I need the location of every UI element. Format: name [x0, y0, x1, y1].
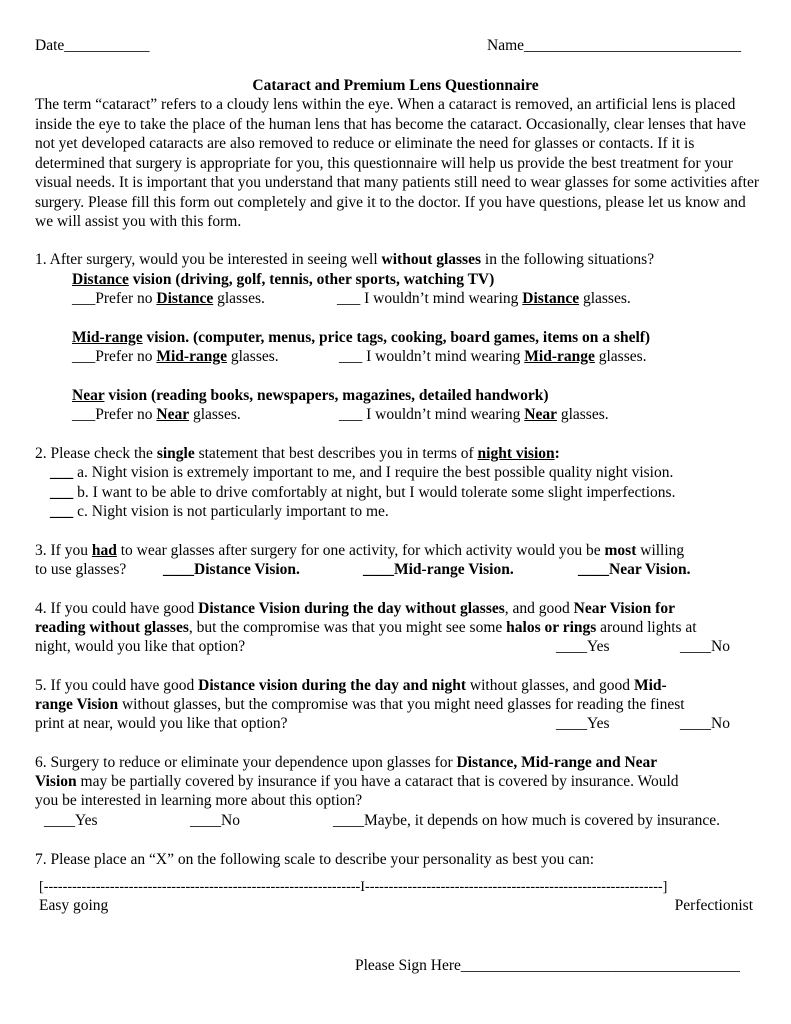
- q1-suffix: in the following situations?: [481, 251, 655, 268]
- q3-text: 3. If you: [35, 542, 92, 559]
- checkbox-blank[interactable]: ___: [337, 290, 361, 307]
- name-blank[interactable]: ____________________________: [524, 37, 742, 54]
- checkbox-blank[interactable]: ____: [556, 638, 587, 655]
- option-text: glasses.: [556, 406, 609, 423]
- q3-option-near[interactable]: [578, 560, 691, 580]
- q6-maybe-option[interactable]: [333, 811, 720, 831]
- q4-text: , and good: [504, 600, 574, 617]
- q6-bold: Vision: [35, 773, 77, 790]
- name-field[interactable]: [487, 36, 741, 56]
- q6-line-3: you be interested in learning more about this option?: [35, 792, 363, 809]
- q1-midrange-option-2[interactable]: [339, 347, 647, 367]
- option-text: glasses.: [213, 290, 265, 307]
- q1-midrange-heading-rest: . (computer, menus, price tags, cooking, board games, items on a shelf): [185, 329, 651, 346]
- q1-midrange-heading-mid: vision: [142, 329, 186, 346]
- option-key: Distance: [522, 290, 580, 307]
- option-text: glasses.: [189, 406, 241, 423]
- date-field[interactable]: [35, 36, 150, 56]
- option-text: glasses.: [579, 290, 631, 307]
- option-text: glasses.: [594, 348, 647, 365]
- scale-left-label: Easy going: [39, 897, 109, 914]
- q5-no-option[interactable]: [680, 714, 730, 734]
- option-key: Distance: [156, 290, 214, 307]
- signature-blank[interactable]: ____________________________________: [460, 957, 740, 974]
- q1-distance-option-2[interactable]: [337, 289, 631, 309]
- q2-mid: statement that best describes you in terms of: [194, 445, 478, 462]
- option-text: No: [221, 812, 240, 829]
- checkbox-blank[interactable]: ____: [163, 561, 194, 578]
- q4-bold: reading without glasses: [35, 619, 189, 636]
- option-text: Yes: [75, 812, 98, 829]
- q3-had: had: [91, 542, 117, 559]
- option-text: b. I want to be able to drive comfortably at night, but I would tolerate some slight imperfections.: [73, 484, 676, 501]
- checkbox-blank[interactable]: ___: [50, 464, 74, 481]
- checkbox-blank[interactable]: ___: [72, 348, 96, 365]
- q2-prefix: 2. Please check the: [35, 445, 157, 462]
- q5-bold: Distance vision during the day and night: [198, 677, 467, 694]
- q5-line-3: print at near, would you like that option?: [35, 715, 288, 732]
- q6-bold: Distance, Mid-range and Near: [456, 754, 658, 771]
- signature-label: Please Sign Here: [355, 957, 461, 974]
- q5-text: without glasses, but the compromise was that you might need glasses for reading the finest: [118, 696, 685, 713]
- q1-midrange-heading-key: Mid-range: [72, 329, 143, 346]
- q6-line-1: [35, 753, 657, 773]
- q4-text: , but the compromise was that you might see some: [188, 619, 507, 636]
- q4-text: 4. If you could have good: [35, 600, 199, 617]
- checkbox-blank[interactable]: ___: [339, 406, 363, 423]
- page-title: Cataract and Premium Lens Questionnaire: [252, 77, 539, 94]
- option-text: Distance Vision.: [194, 561, 300, 578]
- intro-paragraph: The term “cataract” refers to a cloudy lens within the eye. When a cataract is removed, an artificial lens is placed inside the eye to take the place of the human lens that has become the cataract. Occasionally, clear lenses that have not yet developed cataracts are also removed to reduce or eliminate the need for glasses or contacts. If it is determined that surgery is appropriate for you, this questionnaire will help us provide the best treatment for your visual needs. It is important that you understand that many patients still need to wear glasses for some activities after surgery. Please fill this form out completely and give it to the doctor. If you have questions, please let us know and we will assist you with this form.: [35, 96, 760, 230]
- q1-near-option-2[interactable]: [339, 405, 609, 425]
- option-text: No: [711, 715, 730, 732]
- q1-distance-heading-rest: vision (driving, golf, tennis, other sports, watching TV): [128, 271, 495, 288]
- option-text: Yes: [587, 638, 610, 655]
- q4-yes-option[interactable]: [556, 637, 610, 657]
- checkbox-blank[interactable]: ____: [556, 715, 587, 732]
- date-label: Date: [35, 37, 65, 54]
- checkbox-blank[interactable]: ____: [333, 812, 364, 829]
- option-key: Mid-range: [524, 348, 595, 365]
- q4-line-2: [35, 618, 697, 638]
- option-text: I wouldn’t mind wearing: [362, 348, 525, 365]
- option-text: Near Vision.: [609, 561, 691, 578]
- date-blank[interactable]: ___________: [64, 37, 150, 54]
- q4-line-1: [35, 599, 675, 619]
- q3-option-distance[interactable]: [163, 560, 300, 580]
- checkbox-blank[interactable]: ___: [72, 406, 96, 423]
- q7-text: 7. Please place an “X” on the following scale to describe your personality as best you can:: [35, 851, 595, 868]
- q6-text: may be partially covered by insurance if you have a cataract that is covered by insurance. Would: [76, 773, 679, 790]
- q3-text: to wear glasses after surgery for one activity, for which activity would you be: [116, 542, 605, 559]
- q5-yes-option[interactable]: [556, 714, 610, 734]
- q5-line-1: [35, 676, 667, 696]
- q1-midrange-heading: [72, 328, 650, 348]
- option-key: Near: [524, 406, 557, 423]
- q2-bold-single: single: [156, 445, 195, 462]
- q1-midrange-option-1[interactable]: [72, 347, 279, 367]
- q3-text: willing: [636, 542, 685, 559]
- option-text: Yes: [587, 715, 610, 732]
- option-text: Prefer no: [95, 406, 157, 423]
- q3-line-2: to use glasses?: [35, 561, 127, 578]
- q5-text: without glasses, and good: [466, 677, 634, 694]
- q6-text: 6. Surgery to reduce or eliminate your dependence upon glasses for: [35, 754, 457, 771]
- q2-bold-night-vision: night vision: [477, 445, 555, 462]
- q5-line-2: [35, 695, 685, 715]
- option-key: Mid-range: [156, 348, 227, 365]
- checkbox-blank[interactable]: ____: [363, 561, 394, 578]
- checkbox-blank[interactable]: ___: [50, 503, 74, 520]
- option-text: a. Night vision is extremely important to me, and I require the best possible quality night vision.: [73, 464, 674, 481]
- option-text: I wouldn’t mind wearing: [362, 406, 525, 423]
- scale-right-label: Perfectionist: [674, 897, 753, 914]
- q1-prefix: 1. After surgery, would you be interested in seeing well: [35, 251, 382, 268]
- q5-bold: Mid-: [633, 677, 667, 694]
- q1-near-heading-key: Near: [72, 387, 105, 404]
- q5-text: 5. If you could have good: [35, 677, 199, 694]
- option-text: Prefer no: [95, 348, 157, 365]
- q2-colon: :: [554, 445, 560, 462]
- q6-line-2: [35, 772, 679, 792]
- option-text: Prefer no: [95, 290, 157, 307]
- q1-distance-heading-key: Distance: [72, 271, 129, 288]
- checkbox-blank[interactable]: ___: [339, 348, 363, 365]
- q4-bold: Distance Vision during the day without glasses: [198, 600, 505, 617]
- q3-option-midrange[interactable]: [363, 560, 514, 580]
- name-label: Name: [487, 37, 525, 54]
- personality-scale[interactable]: [39, 877, 755, 898]
- option-text: I wouldn’t mind wearing: [360, 290, 523, 307]
- q3-line-1: [35, 541, 684, 561]
- checkbox-blank[interactable]: ___: [50, 484, 74, 501]
- q1-distance-option-1[interactable]: [72, 289, 265, 309]
- checkbox-blank[interactable]: ____: [680, 715, 711, 732]
- q6-no-option[interactable]: [190, 811, 240, 831]
- q4-text: around lights at: [596, 619, 697, 636]
- q4-bold: Near Vision for: [573, 600, 675, 617]
- signature-field[interactable]: [355, 956, 740, 976]
- checkbox-blank[interactable]: ____: [44, 812, 75, 829]
- q4-no-option[interactable]: [680, 637, 730, 657]
- checkbox-blank[interactable]: ____: [680, 638, 711, 655]
- option-key: Near: [156, 406, 190, 423]
- q2-option-b[interactable]: [50, 483, 675, 503]
- q2-option-a[interactable]: [50, 463, 673, 483]
- q1-near-option-1[interactable]: [72, 405, 241, 425]
- q6-yes-option[interactable]: [44, 811, 98, 831]
- q1-text: [35, 250, 654, 270]
- q1-near-heading-rest: vision (reading books, newspapers, magazines, detailed handwork): [104, 387, 549, 404]
- q4-line-3: night, would you like that option?: [35, 638, 246, 655]
- q2-option-c[interactable]: [50, 502, 389, 522]
- q3-most: most: [604, 542, 637, 559]
- q1-distance-heading: [72, 270, 494, 290]
- scale-line[interactable]: [-------------------------------------------------------------------I---------------------------------------------------------------]: [39, 879, 668, 895]
- q1-near-heading: [72, 386, 549, 406]
- option-text: c. Night vision is not particularly important to me.: [73, 503, 389, 520]
- q4-bold: halos or rings: [506, 619, 597, 636]
- option-text: Maybe, it depends on how much is covered by insurance.: [364, 812, 720, 829]
- option-text: Mid-range Vision.: [394, 561, 514, 578]
- option-text: No: [711, 638, 730, 655]
- q5-bold: range Vision: [35, 696, 119, 713]
- checkbox-blank[interactable]: ___: [72, 290, 96, 307]
- q1-bold: without glasses: [381, 251, 482, 268]
- checkbox-blank[interactable]: ____: [190, 812, 221, 829]
- option-text: glasses.: [226, 348, 279, 365]
- q2-text: [35, 444, 560, 464]
- checkbox-blank[interactable]: ____: [578, 561, 609, 578]
